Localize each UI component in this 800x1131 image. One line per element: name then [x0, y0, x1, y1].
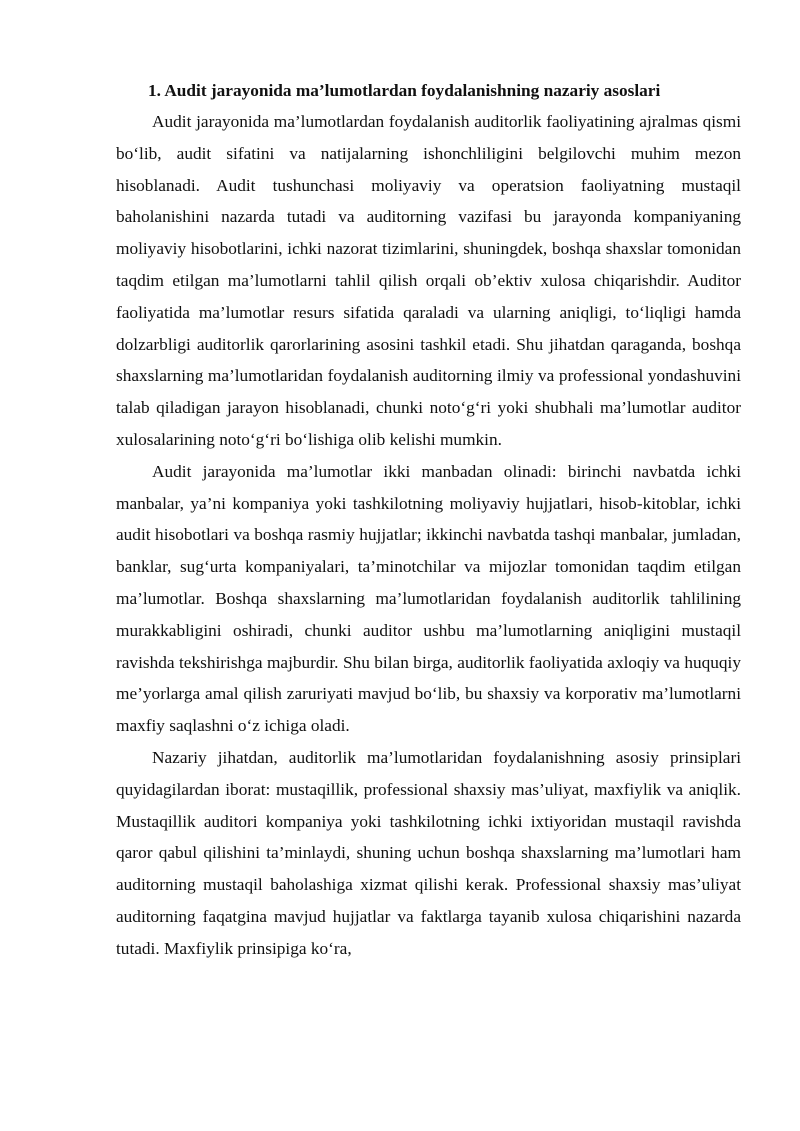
paragraph-2: Audit jarayonida ma’lumotlar ikki manbadan olinadi: birinchi navbatda ichki manbalar, ya’ni kompaniya yoki tashkilotning moliyaviy hujjatlari, hisob-kitoblar, ichki audit hisobotlari va boshqa rasmiy hujjatlar; ikkinchi navbatda tashqi manbalar, jumladan, banklar, sug‘urta kompaniyalari, ta’minotchilar va mijozlar tomonidan taqdim etilgan ma’lumotlar. Boshqa shaxslarning ma’lumotlaridan foydalanish auditorlik tahlilining murakkabligini oshiradi, chunki auditor ushbu ma’lumotlarning aniqligini mustaqil ravishda tekshirishga majburdir. Shu bilan birga, auditorlik faoliyatida axloqiy va huquqiy me’yorlarga amal qilish zaruriyati mavjud bo‘lib, bu shaxsiy va korporativ ma’lumotlarni maxfiy saqlashni o‘z ichiga oladi. — [116, 461, 741, 736]
paragraph-1: Audit jarayonida ma’lumotlardan foydalanish auditorlik faoliyatining ajralmas qismi bo‘lib, audit sifatini va natijalarning ishonchliligini belgilovchi muhim mezon hisoblanadi. Audit tushunchasi moliyaviy va operatsion faoliyatning mustaqil baholanishini nazarda tutadi va auditorning vazifasi bu jarayonda kompaniyaning moliyaviy hisobotlarini, ichki nazorat tizimlarini, shuningdek, boshqa shaxslar tomonidan taqdim etilgan ma’lumotlarni tahlil qilish orqali ob’ektiv xulosa chiqarishdir. Auditor faoliyatida ma’lumotlar resurs sifatida qaraladi va ularning aniqligi, to‘liqligi hamda dolzarbligi auditorlik qarorlarining asosini tashkil etadi. Shu jihatdan qaraganda, boshqa shaxslarning ma’lumotlaridan foydalanish auditorning ilmiy va professional yondashuvini talab qiladigan jarayon hisoblanadi, chunki noto‘g‘ri yoki shubhali ma’lumotlar auditor xulosalarining noto‘g‘ri bo‘lishiga olib kelishi mumkin. — [116, 112, 741, 449]
paragraph-3: Nazariy jihatdan, auditorlik ma’lumotlaridan foydalanishning asosiy prinsiplari quyidagilardan iborat: mustaqillik, professional shaxsiy mas’uliyat, maxfiylik va aniqlik. Mustaqillik auditori kompaniya yoki tashkilotning ichki ixtiyoridan mustaqil ravishda qaror qabul qilishini ta’minlaydi, shuning uchun boshqa shaxslarning ma’lumotlari ham auditorning mustaqil baholashiga xizmat qilishi kerak. Professional shaxsiy mas’uliyat auditorning faqatgina mavjud hujjatlar va faktlarga tayanib xulosa chiqarishini nazarda tutadi. Maxfiylik prinsipiga ko‘ra, — [116, 747, 741, 958]
section-heading: 1. Audit jarayonida ma’lumotlardan foydalanishning nazariy asoslari — [148, 81, 661, 100]
document-body — [116, 76, 741, 965]
